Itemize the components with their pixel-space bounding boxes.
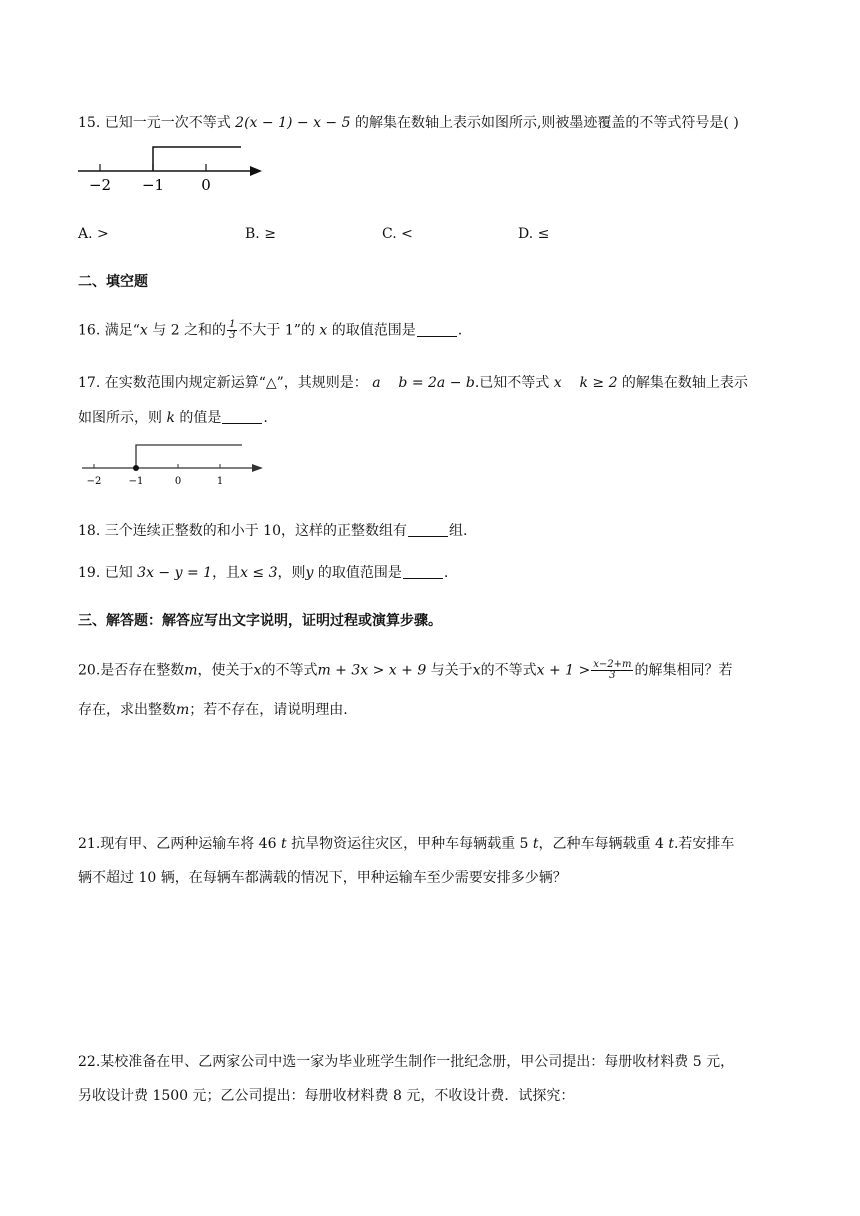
q21-number: 21. <box>78 836 101 852</box>
q16-frac-den: 3 <box>229 330 236 341</box>
q16-end: . <box>457 322 463 339</box>
q21-unit-t1: t <box>280 836 287 852</box>
q21-text-e: 辆不超过 10 辆，在每辆车都满载的情况下，甲种运输车至少需要安排多少辆？ <box>78 870 567 886</box>
q16-text-a: 满足“ <box>104 322 140 339</box>
section-3-heading: 三、解答题：解答应写出文字说明，证明过程或演算步骤。 <box>78 613 442 629</box>
q20-number: 20. <box>78 662 101 679</box>
q19-text-b: ，且 <box>212 565 241 581</box>
q19-condition: x ≤ 3 <box>240 565 278 581</box>
q17-text-b: .已知不等式 <box>474 375 550 391</box>
q20-var-x2: x <box>472 662 481 679</box>
q17-answer-blank <box>222 409 262 424</box>
q22-line-2 <box>78 1086 574 1106</box>
q17-text-a: 在实数范围内规定新运算“△”，其规则是： <box>104 375 368 391</box>
q16-var-x2: x <box>319 322 328 339</box>
q22-text-b: 另收设计费 1500 元；乙公司提出：每册收材料费 8 元，不收设计费．试探究： <box>78 1088 575 1104</box>
q17-axis-label-neg2: −2 <box>86 476 102 487</box>
q21-text-b: 抗旱物资运往灾区，甲种车每辆载重 5 <box>286 836 529 852</box>
q15-text-post: 的解集在数轴上表示如图所示,则被墨迹覆盖的不等式符号是( ) <box>354 115 739 131</box>
q15-choice-c: C. < <box>382 226 413 242</box>
q20-frac-num: x−2+m <box>593 659 632 670</box>
q20-text-e: 的不等式 <box>480 662 537 679</box>
q21-unit-t3: t <box>668 836 674 852</box>
q19-text-c: ，则 <box>277 565 306 581</box>
q17-var-k: k <box>166 410 175 426</box>
q17-text-e: 的值是 <box>174 410 222 426</box>
q17-axis-label-1: 1 <box>216 476 224 487</box>
q21-line-2 <box>78 868 567 888</box>
q19-var-y: y <box>305 565 314 581</box>
q18-answer-blank <box>408 522 448 537</box>
q21-text-c: ，乙种车每辆载重 4 <box>538 836 664 852</box>
q17-text-d: 如图所示，则 <box>78 410 162 426</box>
q20-text-f: 的解集相同？若 <box>634 662 733 679</box>
q22-line-1 <box>78 1052 734 1072</box>
q17-text-c: 的解集在数轴上表示 <box>617 375 748 391</box>
q15-number-line <box>76 138 276 196</box>
q20-line-1 <box>78 660 732 681</box>
q20-fraction <box>591 660 633 681</box>
q16-answer-blank <box>417 322 457 337</box>
q19-text-a: 已知 <box>104 565 133 581</box>
q17-rule: a b = 2a − b <box>372 375 475 391</box>
q17-line-1 <box>78 373 748 393</box>
q16-frac-num: 1 <box>229 319 236 330</box>
q20-text-d: 与关于 <box>426 662 473 679</box>
q20-text-a: 是否存在整数 <box>100 662 185 679</box>
q20-frac-den: 3 <box>609 670 616 681</box>
q16-text-b: 与 2 之和的 <box>147 322 227 339</box>
q15-choice-d: D. ≤ <box>518 226 550 242</box>
q20-text-g: 存在，求出整数 <box>78 702 176 718</box>
q15-line <box>78 113 739 133</box>
q19-end: . <box>443 565 449 581</box>
q17-end: . <box>263 410 268 426</box>
q15-choice-b: B. ≥ <box>245 226 276 242</box>
q17-axis-label-neg1: −1 <box>128 476 144 487</box>
q21-text-d: .若安排车 <box>673 836 735 852</box>
q17-number-line <box>80 440 270 490</box>
q15-expression: 2(x − 1) − x − 5 <box>235 115 351 131</box>
q19-line <box>78 563 448 583</box>
q18-text: 三个连续正整数的和小于 10，这样的正整数组有 <box>104 523 407 539</box>
q22-number: 22. <box>78 1054 101 1070</box>
q15-axis-label-neg2: −2 <box>88 176 112 194</box>
q16-line <box>78 320 462 341</box>
q15-choice-a: A. > <box>78 226 109 242</box>
q16-var-x: x <box>139 322 148 339</box>
q20-text-h: ；若不存在，请说明理由. <box>189 702 348 718</box>
q16-text-c: 不大于 1”的 <box>238 322 315 339</box>
q18-end: 组. <box>448 523 468 539</box>
q18-number: 18. <box>78 523 101 539</box>
q20-line-2 <box>78 700 348 720</box>
q20-inequality-2-lhs: x + 1 > <box>536 662 591 679</box>
q17-inequality: x k ≥ 2 <box>553 375 618 391</box>
q16-fraction <box>227 320 237 341</box>
q19-equation: 3x − y = 1 <box>137 565 213 581</box>
q18-line <box>78 521 467 541</box>
q20-inequality-1: m + 3x > x + 9 <box>317 662 427 679</box>
q15-axis-label-0: 0 <box>201 176 211 194</box>
q15-number: 15. <box>78 115 101 131</box>
q21-text-a: 现有甲、乙两种运输车将 46 <box>100 836 277 852</box>
q17-axis-label-0: 0 <box>174 476 182 487</box>
q19-number: 19. <box>78 565 101 581</box>
q20-var-x: x <box>253 662 262 679</box>
q16-number: 16. <box>78 322 101 339</box>
q15-axis-label-neg1: −1 <box>141 176 165 194</box>
q22-text-a: 某校准备在甲、乙两家公司中选一家为毕业班学生制作一批纪念册，甲公司提出：每册收材料费 5 元， <box>100 1054 735 1070</box>
q20-var-m2: m <box>176 702 190 718</box>
q17-line-2 <box>78 408 268 428</box>
q20-text-b: ，使关于 <box>197 662 254 679</box>
q20-var-m: m <box>184 662 198 679</box>
section-2-heading: 二、填空题 <box>78 274 148 290</box>
q20-text-c: 的不等式 <box>261 662 318 679</box>
q21-line-1 <box>78 834 734 854</box>
q19-text-d: 的取值范围是 <box>313 565 402 581</box>
q17-number: 17. <box>78 375 101 391</box>
q16-text-d: 的取值范围是 <box>327 322 416 339</box>
q21-unit-t2: t <box>532 836 539 852</box>
q19-answer-blank <box>403 564 443 579</box>
q15-text-pre: 已知一元一次不等式 <box>104 115 231 131</box>
